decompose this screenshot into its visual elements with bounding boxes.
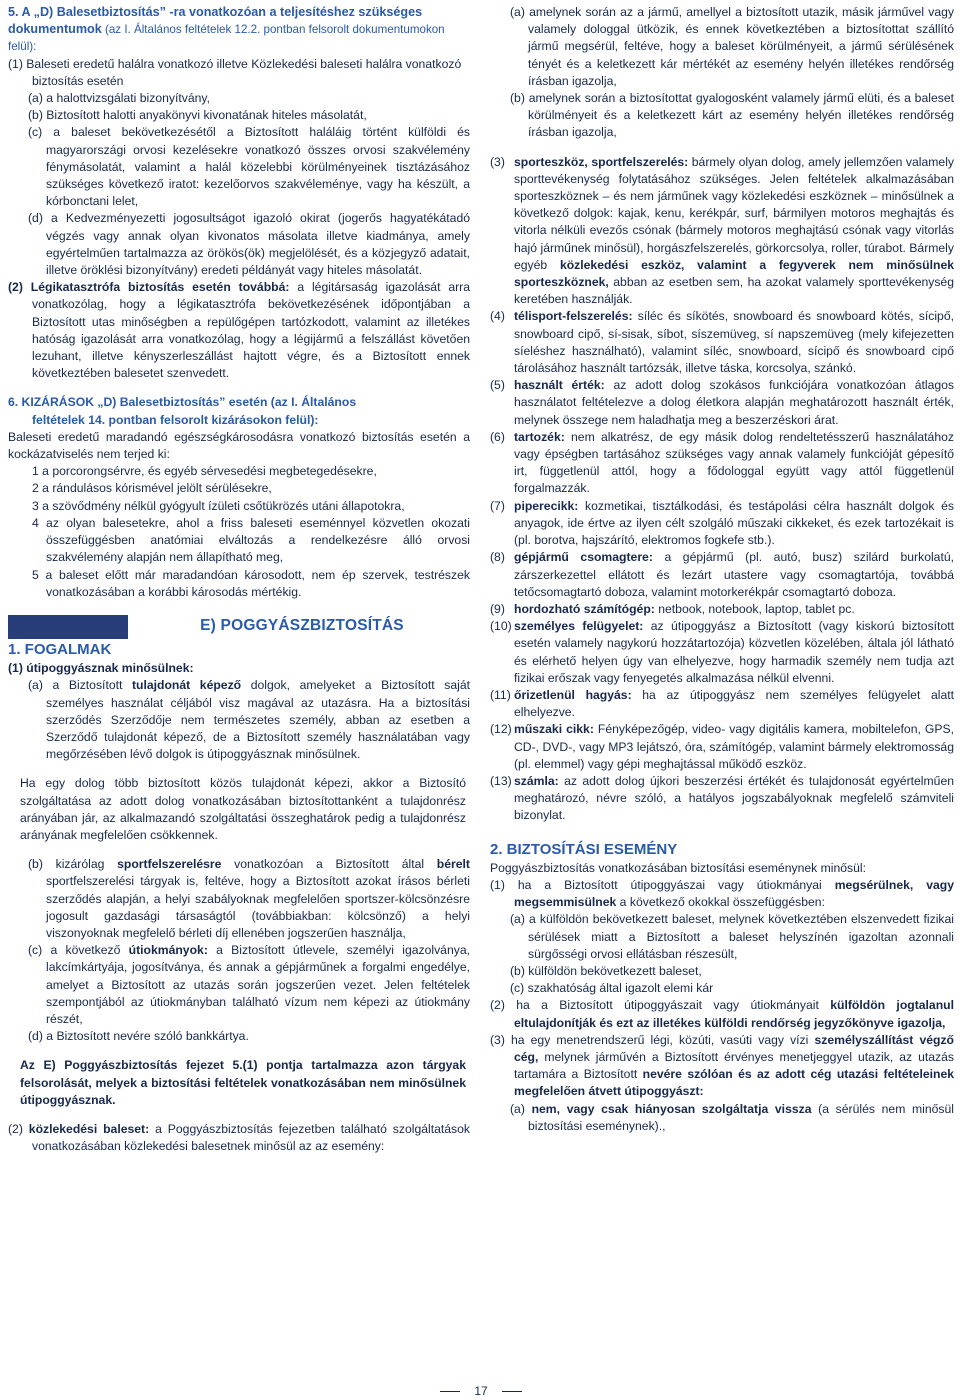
- excluded-items-note: Az E) Poggyászbiztosítás fejezet 5.(1) pontja tartalmazza azon tárgyak felsorolását, melyek a biztosítási feltételek vonatkozásában nem minősülnek útipoggyásznak.: [20, 1058, 466, 1107]
- definition-5: (5) használt érték: az adott dolog szokásos funkciójára vonatkozóan átlagos használatot feltételezve a dolog életkora alapján meghatározott használt érték, melynek összege nem haladhatja meg a beszerzéskori árat.: [490, 378, 954, 427]
- definition-1: (1) útipoggyásznak minősülnek:: [8, 661, 194, 676]
- definition-9: (9) hordozható számítógép: netbook, notebook, laptop, tablet pc.: [490, 601, 855, 616]
- left-column: [8, 4, 470, 1155]
- insured-event-1a: (a) a külföldön bekövetkezett baleset, melynek következtében elszenvedett fizikai sérülések miatt a Biztosított a baleset helyszínén igazoltan azonnali sürgősségi orvosi ellátásban részesült,: [510, 912, 954, 961]
- section-e-banner: [8, 611, 470, 637]
- section-6-intro: Baleseti eredetű maradandó egészségkárosodásra vonatkozó biztosítás esetén a kockázatviselés nem terjed ki:: [8, 429, 470, 462]
- definition-1d: (d) a Biztosított nevére szóló bankkártya.: [28, 1029, 249, 1044]
- exclusion-item: 3 a szövődmény nélkül gyógyult ízületi csőtükrözés utáni állapotokra,: [32, 498, 405, 513]
- definition-11: (11) őrizetlenül hagyás: ha az útipoggyász nem személyes felügyelet alatt elhelyezve.: [490, 687, 954, 720]
- exclusion-item: 5 a baleset előtt már maradandóan károsodott, nem ép szervek, testrészek vonatkozásában a korábbi károsodás mértékig.: [32, 567, 470, 599]
- definition-4: (4) télisport-felszerelés: síléc és síkötés, snowboard és snowboard kötés, sícipő, snowboard cipő, sí-sisak, síbot, síszemüveg, sí napszemüveg (mely kifejezetten síeléshez használható), valamint síléc, snowboard, sícipő és snowboard cipő tárolásához használt tartózsák, illetve táska, korcsolya, szánkó.: [490, 309, 954, 376]
- definition-1c: (c) a következő útiokmányok: a Biztosított útlevele, személyi igazolványa, lakcímkártyája, jogosítványa, és annak a gépjárműnek a forgalmi engedélye, amelyet a Biztosított az utazás során jogszerűen vezet. Jelen feltételek szempontjából az útiokmányban található vízum nem képezi az útiokmány részét,: [28, 943, 470, 1026]
- insured-event-2: (2) ha a Biztosított útipoggyászait vagy útiokmányait külföldön jogtalanul eltulajdonítják és ezt az illetékes külföldi rendőrség jegyzőkönyve igazolja,: [490, 998, 954, 1030]
- insured-event-3a: (a) nem, vagy csak hiányosan szolgáltatja vissza (a sérülés nem minősül biztosítási eseménynek).,: [510, 1101, 955, 1133]
- section-bar: [8, 615, 128, 639]
- insured-event-intro: Poggyászbiztosítás vonatkozásában biztosítási eseménynek minősül:: [490, 860, 866, 875]
- definition-2: (2) közlekedési baleset: a Poggyászbiztosítás fejezetben található szolgáltatások vonatkozásában közlekedési balesetnek minősül az az esemény:: [8, 1121, 471, 1154]
- insured-event-3: (3) ha egy menetrendszerű légi, közúti, vasúti vagy vízi személyszállítást végző cég, melynek járművén a Biztosított érvényes menetjeggyel utazik, az utazás tartamára a Biztosított nevére szólóan és az adott cég utazási feltételeinek megfelelően átvett útipoggyászt:: [490, 1032, 954, 1099]
- traffic-accident-a: (a) amelynek során az a jármű, amellyel a biztosított utazik, másik járművel vagy valamely dologgal ütközik, és ennek következtében a biztosítottat szállító jármű megsérül, feltéve, hogy a baleset körülményeit, a jármű sérülésének tényét és a keletkezett kár mértékét az esemény helyén illetékes rendőrség írásban igazolja,: [510, 5, 954, 88]
- paragraph-2: (2) Légikatasztrófa biztosítás esetén továbbá: a légitársaság igazolását arra vonatkozólag, hogy a légikatasztrófa bekövetkezésének időpontjában a Biztosított utas minőségben a repülőgépen tartózkodott, valamint az illetékes hatóság igazolását arra vonatkozólag, hogy a légijármű a felszállást követően lezuhant, illetve kényszerleszállást hajtott végre, és a Biztosított ennek következtében balesetet szenvedett.: [8, 280, 471, 381]
- paragraph-1b: (b) Biztosított halotti anyakönyvi kivonatának hiteles másolatát,: [28, 108, 367, 123]
- section-5-heading: 5. A „D) Balesetbiztosítás” -ra vonatkozóan a teljesítéshez szükséges dokumentumok (az I. Általános feltételek 12.2. pontban felsorolt dokumentumokon felül):: [8, 5, 445, 54]
- definition-8: (8) gépjármű csomagtere: a gépjármű (pl. autó, busz) szilárd burkolatú, zárszerkezettel ellátott és lezárt utastere vagy csomagtartója, továbbá tetőcsomagtartó doboza, valamint motorkerékpár csomagtartó doboza.: [490, 550, 955, 599]
- definition-7: (7) piperecikk: kozmetikai, tisztálkodási, és testápolási célra használt dolgok és anyagok, ide értve az ilyen célt szolgáló műszaki cikkeket, és ezek tartozékait is (pl. borotva, hajszárító, elektromos fogkefe stb.).: [490, 498, 954, 548]
- paragraph-1: (1) Baleseti eredetű halálra vonatkozó illetve Közlekedési baleseti halálra vonatkozó biztosítás esetén: [8, 56, 462, 88]
- definition-6: (6) tartozék: nem alkatrész, de egy másik dolog rendeltetésszerű használatához vagy épségben tartásához szükséges vagy annak valamely funkcióját gépesítő irt, függetlenül attól, hogy a fődologgal együtt vagy attól függetlenül forgalmazzák.: [490, 429, 954, 496]
- section-e-title: E) POGGYÁSZBIZTOSÍTÁS: [200, 616, 404, 634]
- paragraph-1d: (d) a Kedvezményezetti jogosultságot igazoló okirat (jogerős hagyatékátadó végzés vagy annak olyan kivonatos másolata illetve kiadmánya, amely egyértelműen tartalmazza az örökös(ök) megjelölését, és a közjegyző adatait, illetve öröklési bizonyítvány) eredeti példányát vagy hiteles másolatát.: [28, 211, 470, 278]
- exclusion-item: 1 a porcorongsérvre, és egyéb sérvesedési megbetegedésekre,: [32, 464, 377, 479]
- definition-1a: (a) a Biztosított tulajdonát képező dolgok, amelyeket a Biztosított saját személyes használat céljából visz magával az utazásra. Ha a biztosítási szerződés Szerződője nem természetes személy, abban az esetben a Szerződő tulajdonát képező, de a Biztosított személy használatában vagy megőrzésében lévő dolgok is útipoggyásznak minősülnek.: [28, 678, 470, 762]
- paragraph-1a: (a) a halottvizsgálati bizonyítvány,: [28, 91, 210, 106]
- definition-1b: (b) kizárólag sportfelszerelésre vonatkozóan a Biztosított által bérelt sportfelszerelési tárgyak is, feltéve, hogy a Biztosított azokat írásos bérleti szerződés alapján, a helyi szabályoknak megfelelően sportszer-kölcsönzésre jogosult gazdasági társaságtól (továbbiakban: kölcsönző) a helyi viszonyoknak megfelelő bérleti díj ellenében jogszerűen használja,: [28, 857, 470, 940]
- definition-10: (10) személyes felügyelet: az útipoggyász a Biztosított (vagy kiskorú biztosított esetén valamely nagykorú hozzátartozója) közvetlen közelében, általa jól látható és elérhető helyen úgy van elhelyezve, hogy harmadik személy nem tudja azt fizikai erőszak vagy fenyegetés alkalmazása nélkül elvenni.: [490, 619, 954, 685]
- definition-3: (3) sporteszköz, sportfelszerelés: bármely olyan dolog, amely jellemzően valamely sporttevékenység folytatásához szükséges. Jelen feltételek alkalmazásában sporteszköznek – és nem járműnek vagy közlekedési eszköznek – minősülnek a következő dolgok: kajak, kenu, kerékpár, surf, bármilyen motoros meghajtás és vitorla nélküli evezős csónak (bármely motoros meghajtású csónak vagy vitorlás hajó járműnek minősül), horgászfelszerelés, görkorcsolya, roller, túrabot. Bármely egyéb közlekedési eszköz, valamint a fegyverek nem minősülnek sporteszköznek, abban az esetben sem, ha azokat valamely sporttevékenység keretében használják.: [490, 154, 954, 307]
- paragraph-1c: (c) a baleset bekövetkezésétől a Biztosított haláláig történt külföldi és magyarországi orvosi kezelésekre vonatkozó összes orvosi szakvélemény fénymásolatát, valamint a halál közelebbi körülményeinek tisztázásához szükséges következő iratot: kezelőorvos szakvéleménye, vagy ha készült, a kórbonctani lelet,: [28, 125, 470, 209]
- insured-event-1c: (c) szakhatóság által igazolt elemi kár: [510, 981, 714, 996]
- fogalmak-heading: 1. FOGALMAK: [8, 640, 112, 658]
- definition-12: (12) műszaki cikk: Fényképezőgép, video- vagy digitális kamera, mobiltelefon, GPS, CD-, DVD-, vagy MP3 lejátszó, óra, számítógép, valamint bármely elektromosság (pl. elemmel) vagy gépi meghajtással működő eszköz.: [490, 722, 955, 771]
- page-number: 17: [466, 1383, 496, 1400]
- exclusion-item: 2 a rándulásos kórismével jelölt sérülésekre,: [32, 481, 272, 496]
- right-column: [490, 4, 954, 1135]
- section-6-heading: 6. KIZÁRÁSOK „D) Balesetbiztosítás” esetén (az I. Általános feltételek 14. pontban felsorolt kizárásokon felül):: [8, 395, 357, 427]
- co-ownership-note: Ha egy dolog több biztosított közös tulajdonát képezi, akkor a Biztosító szolgáltatása az adott dolog vonatkozásában biztosítottanként a tulajdonrész arányában jár, az alkalmazandó szolgáltatási összeghatárok pedig a tulajdonrész arányának megfelelően csökkennek.: [20, 776, 466, 842]
- exclusion-item: 4 az olyan balesetekre, ahol a friss baleseti eseménnyel közvetlen okozati összefüggésben anatómiai elváltozás a rendelkezésre álló orvosi szakvélemény alapján nem állapítható meg,: [32, 515, 470, 565]
- insured-event-heading: 2. BIZTOSÍTÁSI ESEMÉNY: [490, 840, 678, 858]
- definition-13: (13) számla: az adott dolog újkori beszerzési értékét és tulajdonosát egyértelműen meghatározó, névre szóló, a hatályos jogszabályoknak megfelelő számviteli bizonylat.: [490, 773, 954, 823]
- traffic-accident-b: (b) amelynek során a biztosítottat gyalogosként valamely jármű elüti, és a baleset körülményeit és a keletkezett kárt az esemény helyén illetékes rendőrség írásban igazolja,: [510, 91, 954, 140]
- insured-event-1: (1) ha a Biztosított útipoggyászai vagy útiokmányai megsérülnek, vagy megsemmisülnek a következő okokkal összefüggésben:: [490, 877, 954, 910]
- insured-event-1b: (b) külföldön bekövetkezett baleset,: [510, 963, 702, 978]
